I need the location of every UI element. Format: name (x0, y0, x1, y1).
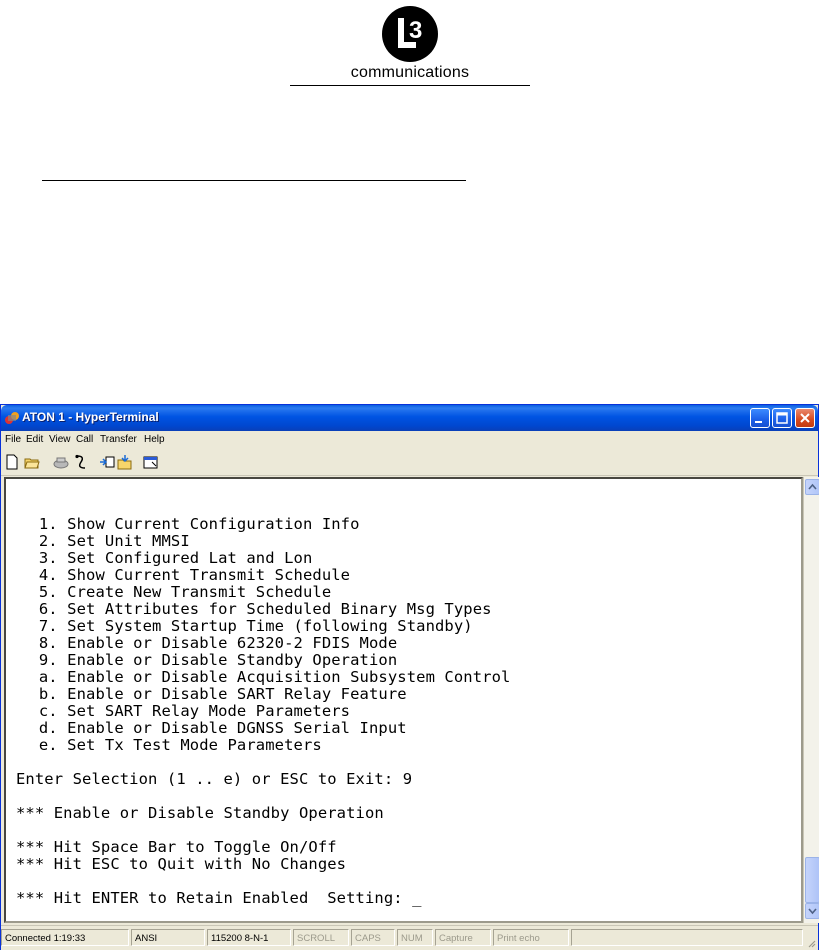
status-port-settings: 115200 8-N-1 (207, 929, 291, 946)
open-button[interactable] (24, 454, 40, 470)
minimize-icon (751, 409, 769, 427)
status-emulation: ANSI (131, 929, 205, 946)
properties-button[interactable] (143, 454, 159, 470)
menu-call[interactable]: Call (76, 434, 94, 445)
title-bar[interactable] (1, 405, 818, 431)
terminal-input-line: *** Hit ENTER to Retain Enabled Setting: _ (16, 889, 422, 907)
terminal-line: 5. Create New Transmit Schedule (20, 583, 332, 601)
terminal-screen[interactable] (4, 477, 803, 923)
status-capture: Capture (435, 929, 491, 946)
svg-text:3: 3 (409, 17, 423, 44)
status-bar (1, 925, 818, 950)
disconnect-icon (73, 454, 89, 470)
logo-underline (290, 85, 530, 86)
toolbar (1, 449, 818, 476)
terminal-line: *** Hit Space Bar to Toggle On/Off (16, 838, 337, 856)
chevron-up-icon (806, 480, 819, 494)
scroll-down-button[interactable] (805, 903, 819, 919)
status-num: NUM (397, 929, 433, 946)
terminal-line: *** Enable or Disable Standby Operation (16, 804, 384, 822)
send-icon (99, 454, 115, 470)
close-button[interactable] (795, 408, 815, 428)
terminal-line: 8. Enable or Disable 62320-2 FDIS Mode (20, 634, 398, 652)
chevron-down-icon (806, 904, 819, 918)
menu-help[interactable]: Help (144, 434, 165, 445)
disconnect-button[interactable] (73, 454, 89, 470)
l3-logo (290, 4, 530, 86)
maximize-button[interactable] (772, 408, 792, 428)
terminal-line: 4. Show Current Transmit Schedule (20, 566, 351, 584)
terminal-line: d. Enable or Disable DGNSS Serial Input (20, 719, 407, 737)
terminal-line: c. Set SART Relay Mode Parameters (20, 702, 351, 720)
open-icon (24, 454, 40, 470)
hyperterminal-window (0, 404, 819, 950)
terminal-line: 1. Show Current Configuration Info (20, 515, 360, 533)
menu-file[interactable]: File (5, 434, 22, 445)
hyperterminal-app-icon[interactable] (4, 410, 20, 426)
minimize-button[interactable] (750, 408, 770, 428)
terminal-line: *** Hit ESC to Quit with No Changes (16, 855, 347, 873)
status-caps: CAPS (351, 929, 395, 946)
terminal-line: 7. Set System Startup Time (following Standby) (20, 617, 473, 635)
terminal-line: e. Set Tx Test Mode Parameters (20, 736, 322, 754)
scroll-thumb[interactable] (805, 857, 819, 903)
vertical-scrollbar[interactable] (803, 477, 819, 923)
menu-bar (1, 431, 818, 449)
terminal-line: b. Enable or Disable SART Relay Feature (20, 685, 407, 703)
menu-view[interactable]: View (49, 434, 71, 445)
l3-logo-mark-icon (380, 4, 440, 64)
resize-grip-icon[interactable] (806, 938, 816, 948)
maximize-icon (773, 409, 791, 427)
terminal-line: a. Enable or Disable Acquisition Subsystem Control (20, 668, 511, 686)
menu-transfer[interactable]: Transfer (100, 434, 137, 445)
scroll-up-button[interactable] (805, 479, 819, 495)
terminal-line: 2. Set Unit MMSI (20, 532, 190, 550)
close-icon (796, 409, 814, 427)
logo-wordmark: communications (350, 64, 470, 81)
call-icon (53, 454, 69, 470)
status-empty-panel (571, 929, 803, 946)
send-button[interactable] (99, 454, 115, 470)
status-connected: Connected 1:19:33 (1, 929, 129, 946)
menu-edit[interactable]: Edit (26, 434, 44, 445)
call-button[interactable] (53, 454, 69, 470)
terminal-line: 6. Set Attributes for Scheduled Binary Msg Types (20, 600, 492, 618)
new-connection-button[interactable] (4, 454, 20, 470)
terminal-line: 9. Enable or Disable Standby Operation (20, 651, 398, 669)
window-title: ATON 1 - HyperTerminal (22, 410, 159, 424)
new-icon (4, 454, 20, 470)
terminal-line: 3. Set Configured Lat and Lon (20, 549, 313, 567)
terminal-prompt: Enter Selection (1 .. e) or ESC to Exit: 9 (16, 770, 413, 788)
status-print-echo: Print echo (493, 929, 569, 946)
status-scroll: SCROLL (293, 929, 349, 946)
receive-button[interactable] (117, 454, 133, 470)
document-divider (42, 180, 466, 181)
properties-icon (143, 454, 159, 470)
receive-icon (117, 454, 133, 470)
